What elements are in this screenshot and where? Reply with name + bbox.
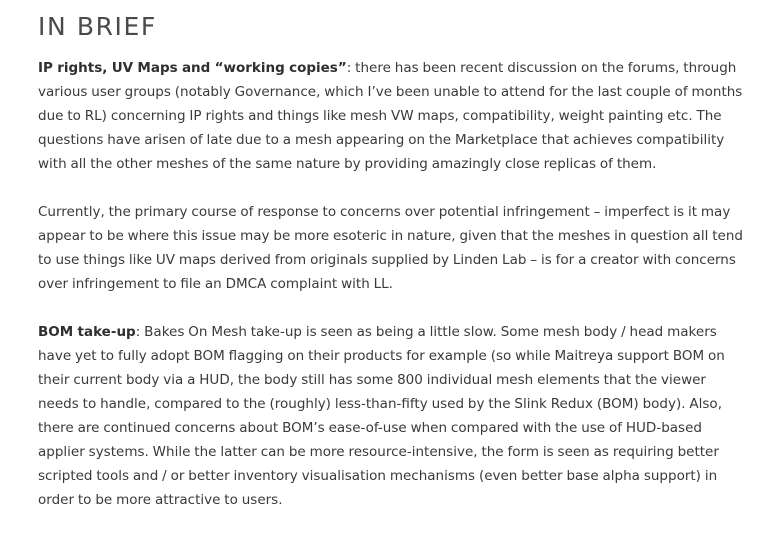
paragraph-lead-bom-take-up: BOM take-up <box>38 324 136 340</box>
paragraph-text-ip-rights: : there has been recent discussion on the forums, through various user groups (notably Governance, which I’ve been unable to attend for the last couple of months due to RL) concerning IP rights and things like mesh VW maps, compatibility, weight painting etc. The questions have arisen of late due to a mesh appearing on the Marketplace that achieves compatibility with all the other meshes of the same nature by providing amazingly close replicas of them. <box>38 60 743 172</box>
article-body <box>38 10 750 536</box>
paragraph-text-bom-take-up: : Bakes On Mesh take-up is seen as being a little slow. Some mesh body / head makers have yet to fully adopt BOM flagging on their products for example (so while Maitreya support BOM on their current body via a HUD, the body still has some 800 individual mesh elements that the viewer needs to handle, compared to the (roughly) less-than-fifty used by the Slink Redux (BOM) body). Also, there are continued concerns about BOM’s ease-of-use when compared with the use of HUD-based applier systems. While the latter can be more resource-intensive, the form is seen as requiring better scripted tools and / or better inventory visualisation mechanisms (even better base alpha support) in order to be more attractive to users. <box>38 324 725 508</box>
paragraph-text-dmca-response: Currently, the primary course of response to concerns over potential infringement – imperfect is it may appear to be where this issue may be more esoteric in nature, given that the meshes in question all tend to use things like UV maps derived from originals supplied by Linden Lab – is for a creator with concerns over infringement to file an DMCA complaint with LL. <box>38 204 743 292</box>
paragraph-dmca-response <box>38 200 750 296</box>
paragraph-lead-ip-rights: IP rights, UV Maps and “working copies” <box>38 60 347 76</box>
paragraph-ip-rights <box>38 56 750 176</box>
section-heading: IN BRIEF <box>38 12 157 41</box>
paragraph-bom-take-up <box>38 320 750 512</box>
